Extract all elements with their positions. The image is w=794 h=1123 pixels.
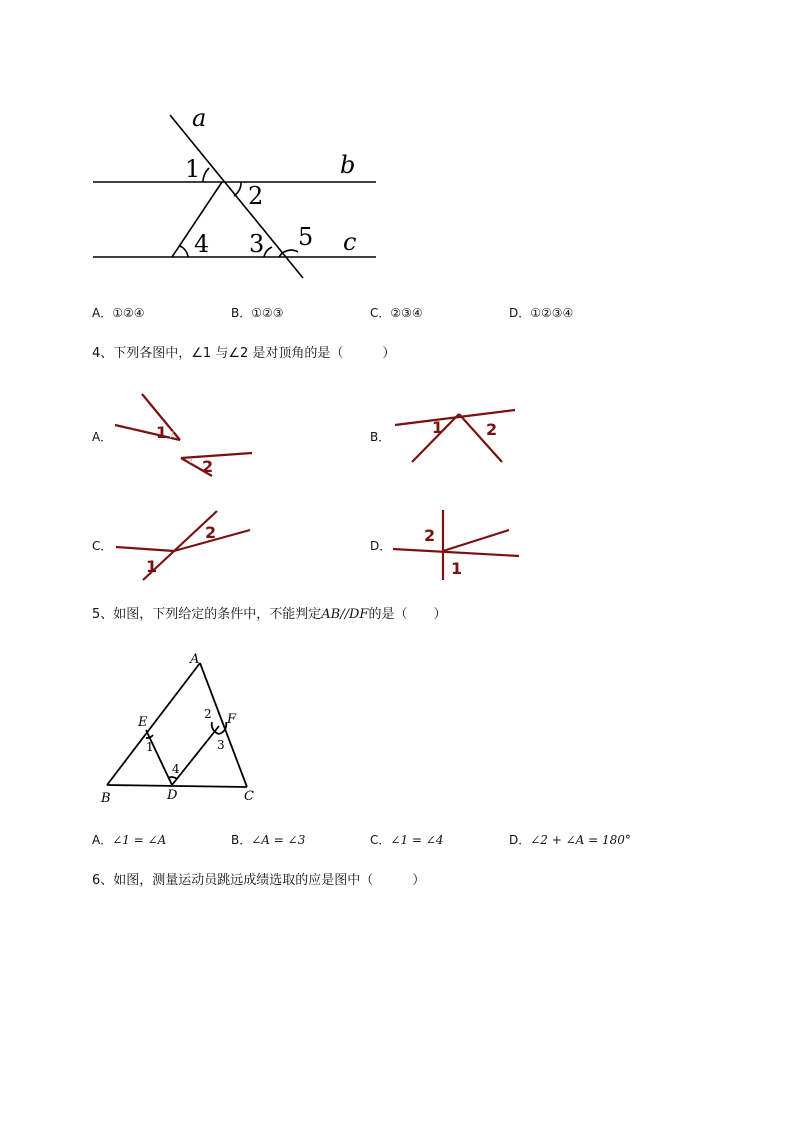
- q5-stem-math: AB//DF: [321, 607, 369, 622]
- option-text: ∠1 = ∠4: [390, 833, 444, 847]
- q5-label-E: E: [138, 715, 148, 730]
- q5-figure: [95, 645, 265, 805]
- q5-label-A: A: [190, 652, 200, 667]
- angle-arc-4: [180, 246, 188, 257]
- q3-option-d[interactable]: [509, 305, 573, 321]
- q4d-label-2: 2: [424, 526, 436, 545]
- q5-option-b[interactable]: [231, 832, 305, 848]
- q3-option-a[interactable]: [92, 305, 145, 321]
- q4-option-d-letter[interactable]: D．: [370, 539, 392, 553]
- q4-figure-c: [110, 505, 255, 585]
- q5-stem: [92, 607, 446, 623]
- q4b-label-1: 1: [432, 418, 444, 437]
- angle-arc-1: [203, 168, 209, 182]
- label-c: c: [343, 228, 357, 256]
- q4b-label-2: 2: [486, 420, 498, 439]
- label-angle-1: 1: [185, 155, 201, 183]
- q6-stem: 6、如图，测量运动员跳远成绩选取的应是图中（ ）: [92, 873, 426, 888]
- option-letter: D．: [509, 833, 531, 847]
- q5-label-3: 3: [217, 738, 225, 752]
- option-letter: C．: [370, 306, 391, 320]
- q3-option-c[interactable]: [370, 305, 423, 321]
- q5-option-a[interactable]: [92, 832, 166, 848]
- q5-label-D: D: [167, 788, 178, 803]
- q5-stem-prefix: 5、如图，下列给定的条件中，不能判定: [92, 607, 322, 622]
- label-angle-2: 2: [248, 182, 264, 210]
- label-angle-4: 4: [194, 230, 210, 258]
- option-letter: B．: [231, 306, 252, 320]
- q5-label-2: 2: [204, 707, 212, 721]
- angle-arc-3: [264, 247, 272, 257]
- option-text: ①②④: [112, 306, 145, 320]
- label-a: a: [192, 104, 207, 132]
- q5-label-C: C: [244, 789, 254, 804]
- label-angle-5: 5: [298, 223, 314, 251]
- option-text: ①②③: [251, 306, 284, 320]
- q5-label-1: 1: [146, 740, 154, 754]
- option-letter: A．: [92, 833, 113, 847]
- q5-stem-suffix: 的是（ ）: [368, 607, 447, 622]
- label-b: b: [340, 151, 356, 179]
- option-letter: B．: [231, 833, 252, 847]
- q4-option-b-letter[interactable]: B．: [370, 430, 391, 444]
- q5-label-B: B: [101, 791, 111, 805]
- q3-option-b[interactable]: [231, 305, 284, 321]
- q5-option-c[interactable]: [370, 832, 443, 848]
- q4-option-a-letter[interactable]: A．: [92, 430, 113, 444]
- option-text: ∠1 = ∠A: [112, 833, 167, 847]
- option-text: ∠A = ∠3: [251, 833, 306, 847]
- q5-label-F: F: [227, 712, 237, 727]
- q5-option-d[interactable]: [509, 832, 631, 848]
- q4c-label-2: 2: [205, 523, 217, 542]
- label-angle-3: 3: [249, 230, 265, 258]
- q4-stem: 4、下列各图中，∠1 与∠2 是对顶角的是（ ）: [92, 346, 396, 361]
- q4a-label-2: 2: [202, 457, 214, 476]
- q4-figure-d: [390, 508, 525, 583]
- q4-option-c-letter[interactable]: C．: [92, 539, 113, 553]
- q4a-label-1: 1: [156, 423, 168, 442]
- option-letter: A．: [92, 306, 113, 320]
- option-letter: C．: [370, 833, 391, 847]
- option-text: ①②③④: [530, 306, 574, 320]
- option-letter: D．: [509, 306, 531, 320]
- option-text: ②③④: [390, 306, 423, 320]
- q4-figure-a: [110, 385, 260, 485]
- q4d-label-1: 1: [451, 559, 463, 578]
- q4c-label-1: 1: [146, 557, 158, 576]
- q3-figure: [80, 100, 390, 290]
- q5-label-4: 4: [172, 762, 180, 776]
- option-text: ∠2 + ∠A = 180°: [530, 833, 631, 847]
- q4-figure-b: [390, 400, 520, 470]
